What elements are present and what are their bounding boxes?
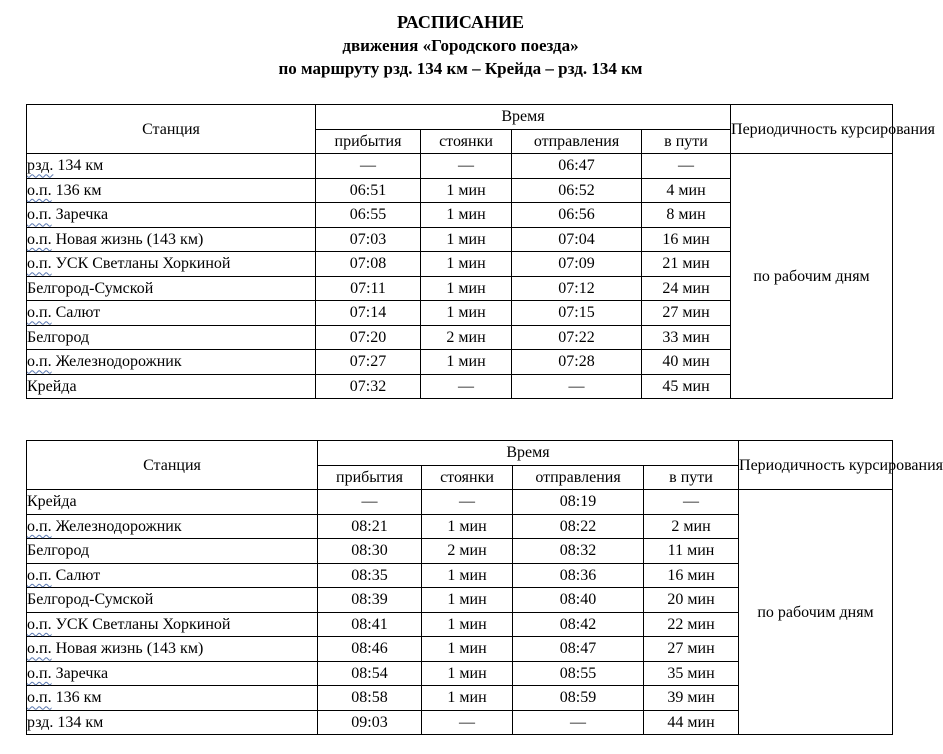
- station-cell: [27, 661, 318, 686]
- stop-cell: 1 мин: [421, 301, 512, 326]
- station-name: УСК Светланы Хоркиной: [51, 615, 231, 633]
- en-route-cell: 4 мин: [642, 178, 731, 203]
- station-name: Заречка: [51, 664, 109, 682]
- station-cell: [27, 252, 316, 277]
- arrival-cell: 08:46: [318, 637, 422, 662]
- station-cell: [27, 563, 318, 588]
- stop-cell: 1 мин: [421, 276, 512, 301]
- station-cell: [27, 588, 318, 613]
- departure-cell: 07:12: [512, 276, 642, 301]
- station-name: Белгород-Сумской: [27, 279, 154, 297]
- en-route-cell: 20 мин: [644, 588, 739, 613]
- departure-cell: 07:09: [512, 252, 642, 277]
- periodicity-header: Периодичность курсирования: [731, 105, 893, 154]
- en-route-cell: 8 мин: [642, 203, 731, 228]
- document-title: РАСПИСАНИЕ: [397, 12, 524, 32]
- en-route-cell: 40 мин: [642, 350, 731, 375]
- arrival-cell: 09:03: [318, 710, 422, 735]
- stop-cell: 2 мин: [422, 539, 513, 564]
- en-route-cell: 21 мин: [642, 252, 731, 277]
- en-route-cell: 45 мин: [642, 374, 731, 399]
- stop-header: стоянки: [422, 465, 513, 490]
- periodicity-cell: по рабочим дням: [731, 154, 893, 399]
- departure-cell: 06:52: [512, 178, 642, 203]
- station-prefix: о.п.: [27, 255, 52, 273]
- station-cell: [27, 325, 316, 350]
- station-name: Крейда: [27, 377, 77, 395]
- station-name: Крейда: [27, 493, 77, 511]
- station-cell: [27, 612, 318, 637]
- station-cell: [27, 637, 318, 662]
- departure-cell: 06:47: [512, 154, 642, 179]
- station-cell: [27, 203, 316, 228]
- departure-cell: —: [512, 374, 642, 399]
- departure-cell: 07:15: [512, 301, 642, 326]
- arrival-cell: 08:58: [318, 686, 422, 711]
- station-name: Железнодорожник: [51, 353, 182, 371]
- stop-cell: 1 мин: [422, 661, 513, 686]
- departure-cell: 08:40: [513, 588, 644, 613]
- station-name: рзд. 134 км: [27, 713, 104, 731]
- en-route-cell: 33 мин: [642, 325, 731, 350]
- periodicity-header: Периодичность курсирования: [739, 441, 893, 490]
- arrival-header: прибытия: [316, 129, 421, 154]
- arrival-cell: 06:55: [316, 203, 421, 228]
- station-prefix: о.п.: [27, 304, 52, 322]
- table-row: [27, 154, 893, 179]
- station-name: Салют: [51, 566, 101, 584]
- station-cell: [27, 490, 318, 515]
- station-cell: [27, 178, 316, 203]
- station-header: Станция: [27, 441, 318, 490]
- departure-cell: 08:22: [513, 514, 644, 539]
- station-header: Станция: [27, 105, 316, 154]
- station-prefix: о.п.: [27, 517, 52, 535]
- departure-cell: 08:36: [513, 563, 644, 588]
- en-route-cell: 27 мин: [642, 301, 731, 326]
- en-route-cell: 2 мин: [644, 514, 739, 539]
- station-name: 136 км: [51, 689, 102, 707]
- station-cell: [27, 514, 318, 539]
- arrival-cell: —: [316, 154, 421, 179]
- station-cell: [27, 276, 316, 301]
- station-name: 134 км: [53, 157, 104, 175]
- station-name: Белгород: [27, 328, 90, 346]
- time-header: Время: [318, 441, 739, 466]
- en-route-cell: 11 мин: [644, 539, 739, 564]
- station-prefix: о.п.: [27, 230, 52, 248]
- stop-cell: 1 мин: [422, 588, 513, 613]
- station-name: Новая жизнь (143 км): [51, 230, 204, 248]
- station-prefix: о.п.: [27, 181, 52, 199]
- arrival-cell: 07:08: [316, 252, 421, 277]
- schedule-body: [27, 154, 893, 399]
- departure-cell: 08:19: [513, 490, 644, 515]
- stop-cell: —: [421, 374, 512, 399]
- document-subtitle: движения «Городского поезда»: [342, 36, 579, 55]
- en-route-cell: 27 мин: [644, 637, 739, 662]
- arrival-cell: 08:21: [318, 514, 422, 539]
- stop-cell: 1 мин: [422, 514, 513, 539]
- en-route-cell: 24 мин: [642, 276, 731, 301]
- stop-cell: —: [422, 710, 513, 735]
- station-cell: [27, 350, 316, 375]
- arrival-cell: 08:41: [318, 612, 422, 637]
- station-cell: [27, 710, 318, 735]
- station-cell: [27, 154, 316, 179]
- stop-cell: 1 мин: [421, 227, 512, 252]
- station-prefix: о.п.: [27, 353, 52, 371]
- stop-cell: 1 мин: [421, 350, 512, 375]
- station-name: УСК Светланы Хоркиной: [51, 255, 231, 273]
- arrival-cell: 08:30: [318, 539, 422, 564]
- station-prefix: о.п.: [27, 566, 52, 584]
- station-cell: [27, 227, 316, 252]
- departure-cell: 08:59: [513, 686, 644, 711]
- arrival-cell: 07:20: [316, 325, 421, 350]
- station-name: Новая жизнь (143 км): [51, 640, 204, 658]
- en-route-cell: 16 мин: [644, 563, 739, 588]
- departure-cell: 07:04: [512, 227, 642, 252]
- departure-cell: 08:32: [513, 539, 644, 564]
- station-name: Белгород: [27, 542, 90, 560]
- station-cell: [27, 301, 316, 326]
- departure-header: отправления: [512, 129, 642, 154]
- station-name: Салют: [51, 304, 101, 322]
- stop-cell: 1 мин: [422, 686, 513, 711]
- station-prefix: о.п.: [27, 615, 52, 633]
- en-route-cell: 16 мин: [642, 227, 731, 252]
- station-name: 136 км: [51, 181, 102, 199]
- arrival-cell: 08:54: [318, 661, 422, 686]
- station-prefix: о.п.: [27, 689, 52, 707]
- arrival-header: прибытия: [318, 465, 422, 490]
- table-row: [27, 490, 893, 515]
- departure-cell: 08:42: [513, 612, 644, 637]
- periodicity-cell: по рабочим дням: [739, 490, 893, 735]
- en-route-cell: 44 мин: [644, 710, 739, 735]
- route-title: по маршруту рзд. 134 км – Крейда – рзд. 134 км: [278, 59, 643, 78]
- station-name: Заречка: [51, 206, 109, 224]
- departure-cell: 06:56: [512, 203, 642, 228]
- schedule-table-return: [26, 440, 943, 735]
- station-cell: [27, 539, 318, 564]
- stop-cell: —: [422, 490, 513, 515]
- en-route-cell: —: [644, 490, 739, 515]
- station-cell: [27, 374, 316, 399]
- schedule-table-outbound: [26, 104, 936, 399]
- stop-cell: 1 мин: [422, 612, 513, 637]
- arrival-cell: 07:03: [316, 227, 421, 252]
- station-prefix: о.п.: [27, 664, 52, 682]
- arrival-cell: 07:11: [316, 276, 421, 301]
- stop-cell: 1 мин: [422, 563, 513, 588]
- time-header: Время: [316, 105, 731, 130]
- station-prefix: о.п.: [27, 206, 52, 224]
- arrival-cell: 06:51: [316, 178, 421, 203]
- station-prefix: о.п.: [27, 640, 52, 658]
- stop-cell: 1 мин: [421, 203, 512, 228]
- en-route-cell: 39 мин: [644, 686, 739, 711]
- arrival-cell: 08:39: [318, 588, 422, 613]
- stop-cell: 1 мин: [421, 252, 512, 277]
- arrival-cell: 07:14: [316, 301, 421, 326]
- en-route-cell: 35 мин: [644, 661, 739, 686]
- stop-cell: —: [421, 154, 512, 179]
- departure-cell: 07:22: [512, 325, 642, 350]
- stop-cell: 2 мин: [421, 325, 512, 350]
- arrival-cell: 07:32: [316, 374, 421, 399]
- stop-cell: 1 мин: [421, 178, 512, 203]
- station-name: Железнодорожник: [51, 517, 182, 535]
- departure-cell: 08:47: [513, 637, 644, 662]
- en-route-cell: —: [642, 154, 731, 179]
- arrival-cell: —: [318, 490, 422, 515]
- stop-header: стоянки: [421, 129, 512, 154]
- station-prefix: рзд.: [27, 157, 54, 175]
- schedule-body: [27, 490, 893, 735]
- departure-cell: —: [513, 710, 644, 735]
- station-cell: [27, 686, 318, 711]
- en-route-header: в пути: [642, 129, 731, 154]
- departure-cell: 08:55: [513, 661, 644, 686]
- en-route-header: в пути: [644, 465, 739, 490]
- arrival-cell: 08:35: [318, 563, 422, 588]
- stop-cell: 1 мин: [422, 637, 513, 662]
- en-route-cell: 22 мин: [644, 612, 739, 637]
- station-name: Белгород-Сумской: [27, 591, 154, 609]
- departure-cell: 07:28: [512, 350, 642, 375]
- arrival-cell: 07:27: [316, 350, 421, 375]
- departure-header: отправления: [513, 465, 644, 490]
